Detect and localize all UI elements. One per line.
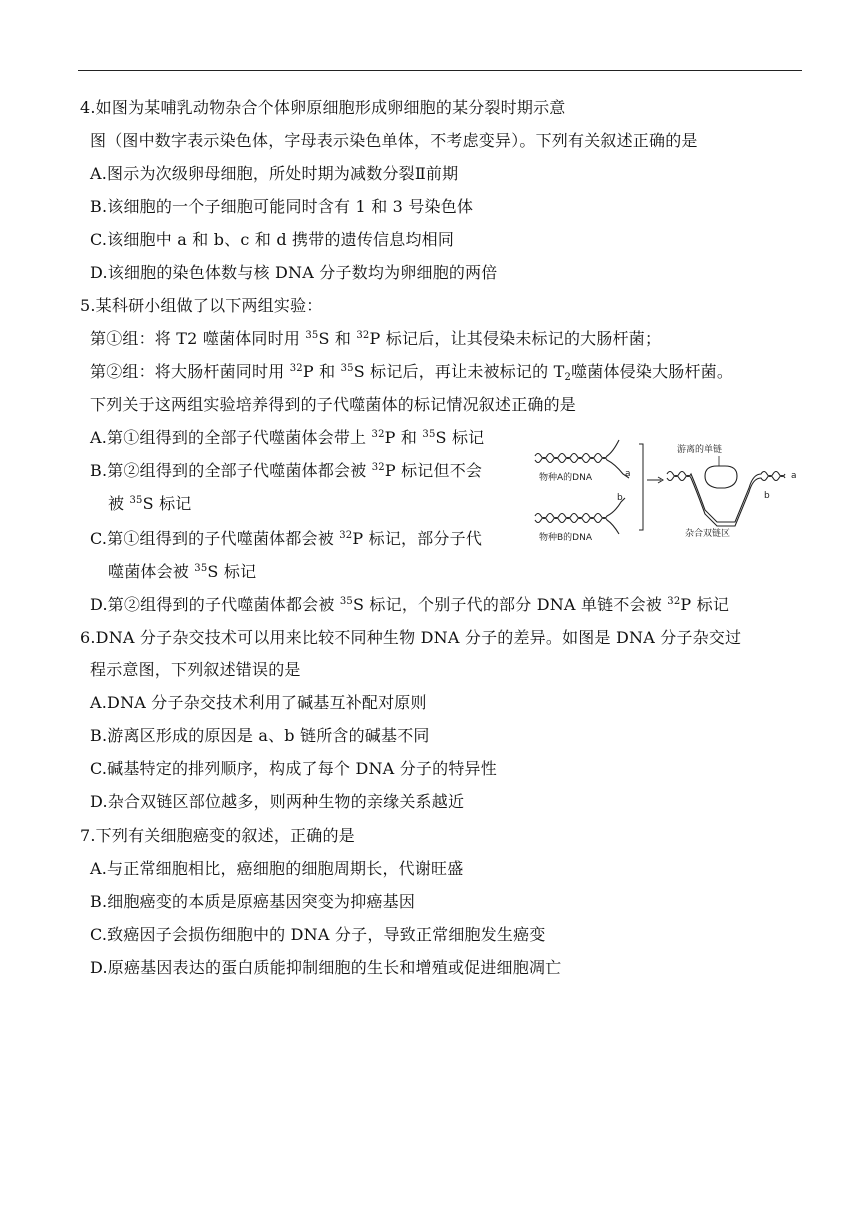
label-free-chain: 游离的单链: [677, 445, 723, 455]
bracket: [639, 444, 643, 530]
q7-stem: 7.下列有关细胞癌变的叙述，正确的是: [80, 826, 355, 845]
q7-option-a: A.与正常细胞相比，癌细胞的细胞周期长，代谢旺盛: [90, 859, 464, 878]
q5-stem: 5.某科研小组做了以下两组实验：: [80, 296, 323, 315]
q6-stem-line1: 6.DNA 分子杂交技术可以用来比较不同种生物 DNA 分子的差异。如图是 DNA 分子杂交过: [80, 628, 742, 647]
dna-hybridization-figure: [527, 432, 797, 550]
q4-option-d: D.该细胞的染色体数与核 DNA 分子数均为卵细胞的两倍: [90, 263, 498, 282]
label-hybrid-region: 杂合双链区: [685, 529, 731, 539]
label-strand-b: b: [617, 493, 623, 503]
label-dna-a: 物种A的DNA: [539, 473, 592, 483]
q5-group2: 第②组：将大肠杆菌同时用 $^{32}$P 和 $^{35}$S 标记后，再让未被标记的 $T_2$噬菌体侵染大肠杆菌。: [90, 362, 734, 383]
q4-option-b: B.该细胞的一个子细胞可能同时含有 1 和 3 号染色体: [90, 197, 474, 216]
species-b-dna-strands: [535, 498, 625, 534]
q5-option-b-line1: B.第②组得到的全部子代噬菌体都会被 $^{32}$P 标记但不会: [90, 461, 483, 480]
label-hybrid-a: a: [791, 471, 797, 481]
q6-option-d: D.杂合双链区部位越多，则两种生物的亲缘关系越近: [90, 792, 465, 811]
header-rule: [78, 70, 802, 71]
q5-option-c-line1: C.第①组得到的子代噬菌体都会被 $^{32}$P 标记，部分子代: [90, 529, 483, 548]
q7-option-c: C.致癌因子会损伤细胞中的 DNA 分子，导致正常细胞发生癌变: [90, 925, 546, 944]
label-strand-a: a: [625, 469, 631, 479]
q5-group1: 第①组：将 T2 噬菌体同时用 $^{35}$S 和 $^{32}$P 标记后，让其侵染未标记的大肠杆菌；: [90, 329, 662, 348]
q4-stem-line1: 4.如图为某哺乳动物杂合个体卵原细胞形成卵细胞的某分裂时期示意: [80, 98, 566, 117]
q6-stem-line2: 程示意图，下列叙述错误的是: [90, 660, 301, 679]
q6-option-c: C.碱基特定的排列顺序，构成了每个 DNA 分子的特异性: [90, 759, 497, 778]
q4-option-c: C.该细胞中 a 和 b、c 和 d 携带的遗传信息均相同: [90, 230, 455, 249]
q5-option-a: A.第①组得到的全部子代噬菌体会带上 $^{32}$P 和 $^{35}$S 标记: [90, 428, 485, 447]
q5-option-b-line2: 被 $^{35}$S 标记: [108, 494, 192, 513]
q5-question: 下列关于这两组实验培养得到的子代噬菌体的标记情况叙述正确的是: [90, 395, 577, 414]
label-hybrid-b: b: [764, 491, 770, 501]
q4-option-a: A.图示为次级卵母细胞，所处时期为减数分裂Ⅱ前期: [90, 164, 459, 183]
q6-option-a: A.DNA 分子杂交技术利用了碱基互补配对原则: [90, 693, 427, 712]
q5-option-c-line2: 噬菌体会被 $^{35}$S 标记: [108, 562, 257, 581]
q4-stem-line2: 图（图中数字表示染色体，字母表示染色单体，不考虑变异）。下列有关叙述正确的是: [90, 131, 698, 150]
q7-option-b: B.细胞癌变的本质是原癌基因突变为抑癌基因: [90, 892, 416, 911]
q5-option-d: D.第②组得到的子代噬菌体都会被 $^{35}$S 标记，个别子代的部分 DNA 单链不会被 $^{32}$P 标记: [90, 595, 730, 614]
q7-option-d: D.原癌基因表达的蛋白质能抑制细胞的生长和增殖或促进细胞凋亡: [90, 958, 562, 977]
label-dna-b: 物种B的DNA: [539, 533, 592, 543]
q6-option-b: B.游离区形成的原因是 a、b 链所含的碱基不同: [90, 726, 430, 745]
